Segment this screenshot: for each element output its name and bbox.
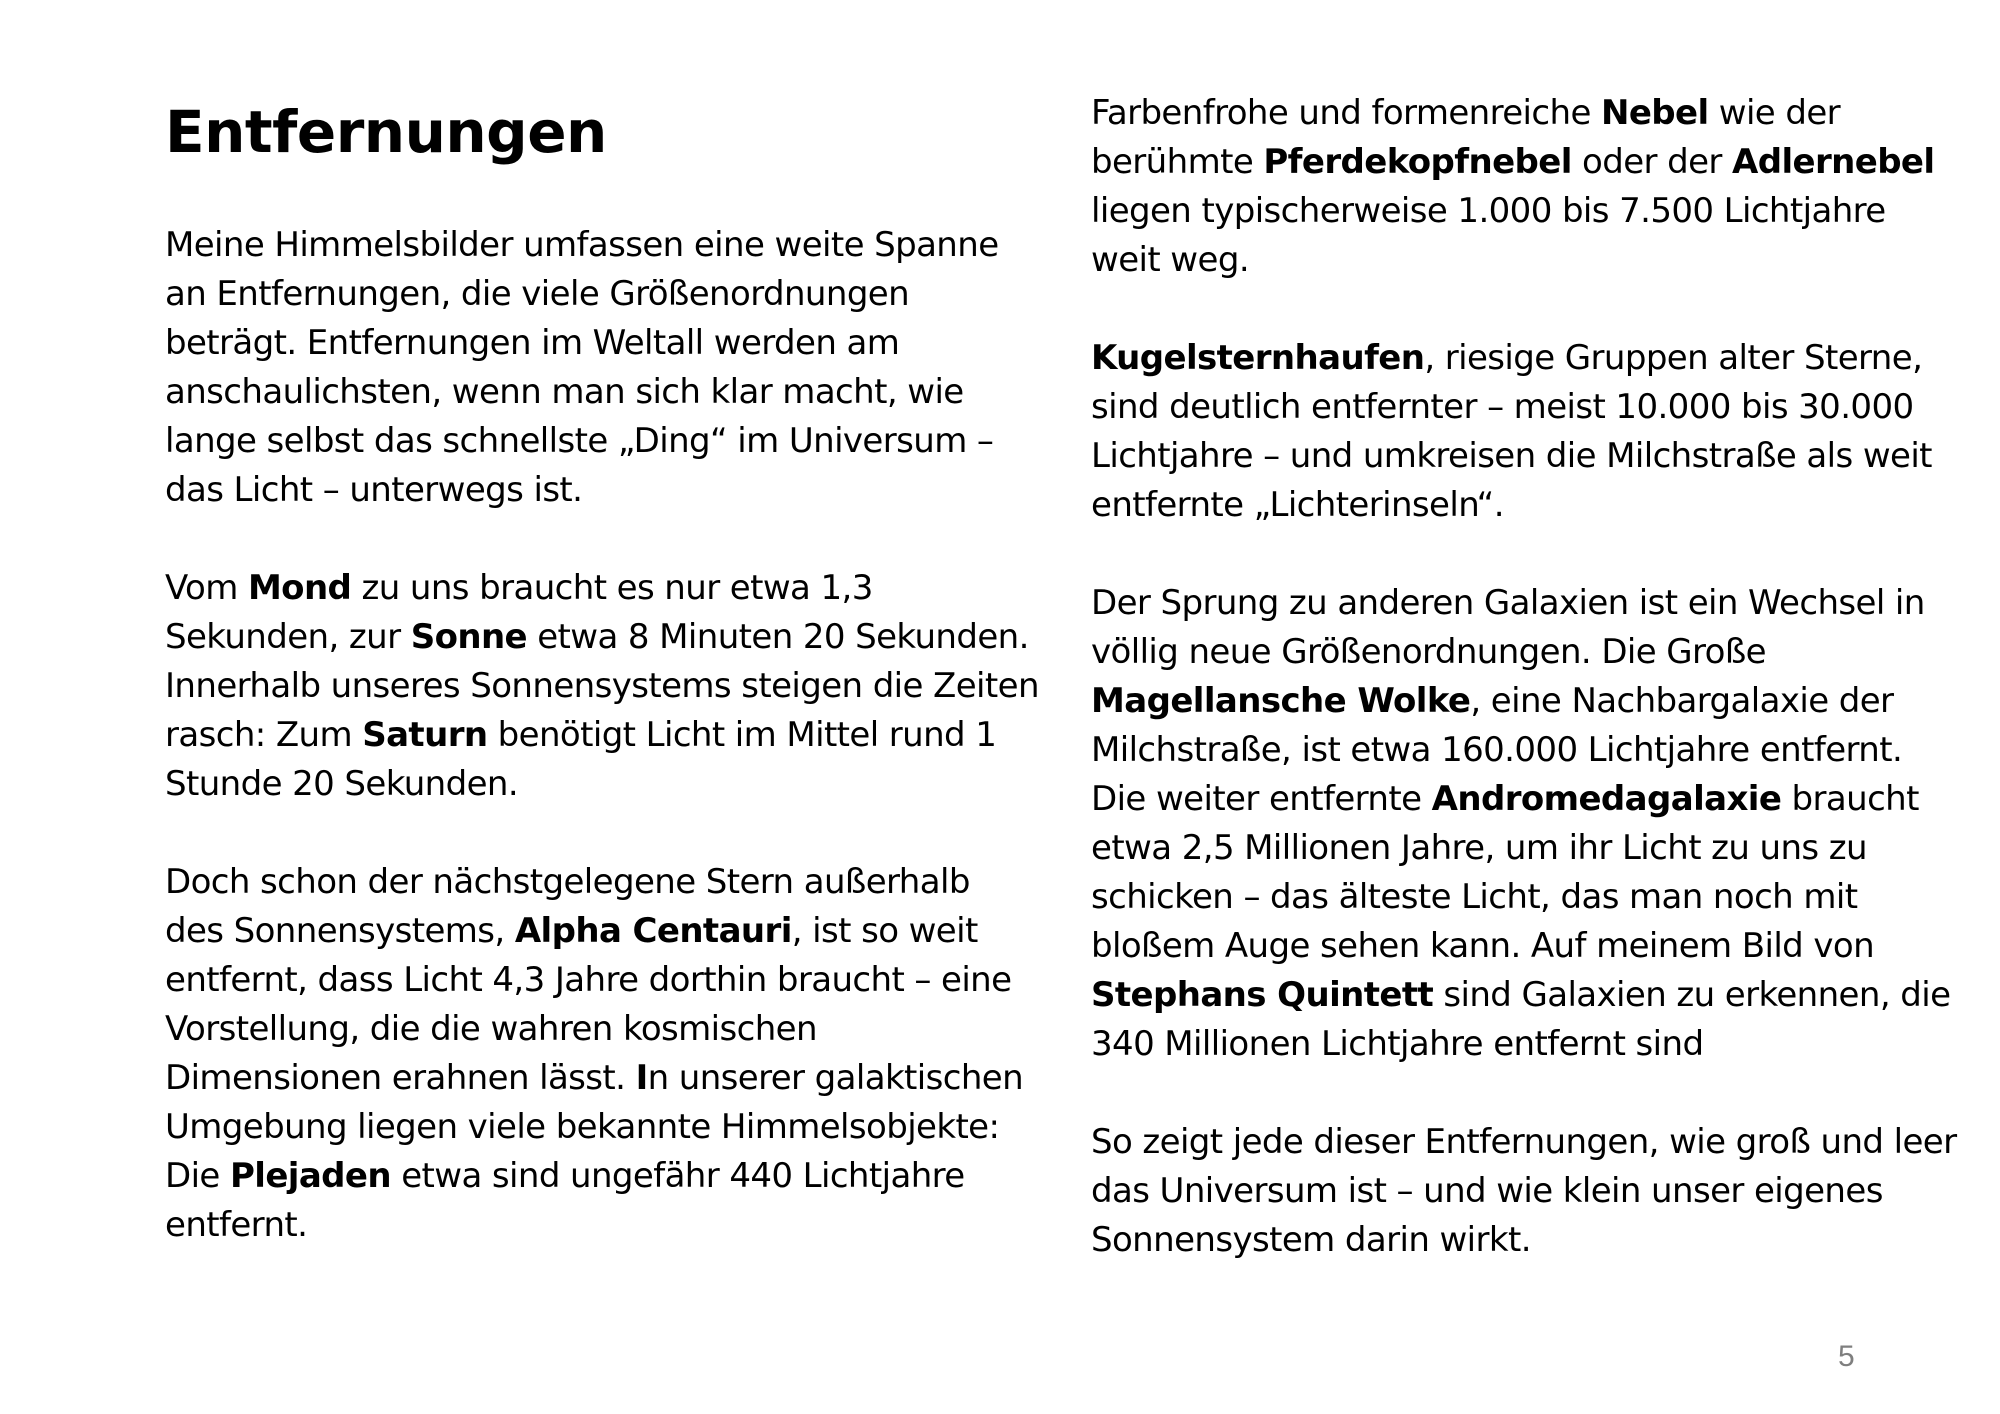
text-line: Meine Himmelsbilder umfassen eine weite Spanne xyxy=(165,225,999,265)
text-line: Sonnensystem darin wirkt. xyxy=(1091,1220,1531,1260)
paragraph-nearby-stars xyxy=(165,858,1065,1250)
bold-term: Kugelsternhaufen xyxy=(1091,338,1425,378)
text-line: Der Sprung zu anderen Galaxien ist ein Wechsel in xyxy=(1091,583,1925,623)
text-line: schicken – das älteste Licht, das man noch mit xyxy=(1091,877,1858,917)
paragraph-solar-system xyxy=(165,564,1065,809)
text-line: entfernte „Lichterinseln“. xyxy=(1091,485,1504,525)
text-line: rasch: Zum Saturn benötigt Licht im Mittel rund 1 xyxy=(165,715,997,755)
text-line: Sekunden, zur Sonne etwa 8 Minuten 20 Sekunden. xyxy=(165,617,1029,657)
text-line: liegen typischerweise 1.000 bis 7.500 Lichtjahre xyxy=(1091,191,1886,231)
page-number: 5 xyxy=(1838,1340,1855,1373)
text-line: anschaulichsten, wenn man sich klar macht, wie xyxy=(165,372,964,412)
bold-term: Sonne xyxy=(410,617,528,657)
text-line: Die Plejaden etwa sind ungefähr 440 Lichtjahre xyxy=(165,1156,965,1196)
paragraph-nebulae xyxy=(1091,89,1991,285)
bold-term: Nebel xyxy=(1600,93,1709,133)
text-line: des Sonnensystems, Alpha Centauri, ist so weit xyxy=(165,911,978,951)
paragraph-intro xyxy=(165,221,1065,515)
paragraph-galaxies xyxy=(1091,579,1991,1069)
bold-term: Magellansche Wolke xyxy=(1091,681,1471,721)
bold-term: Adlernebel xyxy=(1732,142,1935,182)
page-title: Entfernungen xyxy=(165,98,607,166)
text-line: beträgt. Entfernungen im Weltall werden am xyxy=(165,323,900,363)
text-line: Stunde 20 Sekunden. xyxy=(165,764,519,804)
text-line: Die weiter entfernte Andromedagalaxie braucht xyxy=(1091,779,1919,819)
text-line: Umgebung liegen viele bekannte Himmelsobjekte: xyxy=(165,1107,1000,1147)
text-line: das Universum ist – und wie klein unser eigenes xyxy=(1091,1171,1883,1211)
text-line: bloßem Auge sehen kann. Auf meinem Bild von xyxy=(1091,926,1875,966)
text-line: Milchstraße, ist etwa 160.000 Lichtjahre entfernt. xyxy=(1091,730,1903,770)
text-line: sind deutlich entfernter – meist 10.000 bis 30.000 xyxy=(1091,387,1914,427)
text-line: entfernt, dass Licht 4,3 Jahre dorthin braucht – eine xyxy=(165,960,1012,1000)
text-line: Magellansche Wolke, eine Nachbargalaxie der xyxy=(1091,681,1894,721)
text-line: etwa 2,5 Millionen Jahre, um ihr Licht zu uns zu xyxy=(1091,828,1867,868)
text-line: Stephans Quintett sind Galaxien zu erkennen, die xyxy=(1091,975,1951,1015)
text-line: entfernt. xyxy=(165,1205,308,1245)
text-line: 340 Millionen Lichtjahre entfernt sind xyxy=(1091,1024,1704,1064)
bold-term: Mond xyxy=(247,568,352,608)
text-line: Vorstellung, die die wahren kosmischen xyxy=(165,1009,817,1049)
text-line: Lichtjahre – und umkreisen die Milchstraße als weit xyxy=(1091,436,1932,476)
right-column xyxy=(1091,89,1991,1265)
text-line: Vom Mond zu uns braucht es nur etwa 1,3 xyxy=(165,568,873,608)
text-line: berühmte Pferdekopfnebel oder der Adlernebel xyxy=(1091,142,1935,182)
bold-term: Alpha Centauri xyxy=(514,911,792,951)
text-line: Doch schon der nächstgelegene Stern außerhalb xyxy=(165,862,970,902)
text-line: weit weg. xyxy=(1091,240,1250,280)
bold-term: Stephans Quintett xyxy=(1091,975,1434,1015)
text-line: lange selbst das schnellste „Ding“ im Universum – xyxy=(165,421,994,461)
text-line: Farbenfrohe und formenreiche Nebel wie der xyxy=(1091,93,1841,133)
text-line: Kugelsternhaufen, riesige Gruppen alter Sterne, xyxy=(1091,338,1923,378)
bold-term: Plejaden xyxy=(229,1156,391,1196)
text-line: völlig neue Größenordnungen. Die Große xyxy=(1091,632,1766,672)
bold-term: Andromedagalaxie xyxy=(1431,779,1782,819)
text-line: das Licht – unterwegs ist. xyxy=(165,470,583,510)
text-line: Dimensionen erahnen lässt. In unserer galaktischen xyxy=(165,1058,1024,1098)
bold-term: Pferdekopfnebel xyxy=(1263,142,1572,182)
paragraph-conclusion xyxy=(1091,1118,1991,1265)
text-line: So zeigt jede dieser Entfernungen, wie groß und leer xyxy=(1091,1122,1957,1162)
paragraph-globular-clusters xyxy=(1091,334,1991,530)
bold-term: Saturn xyxy=(362,715,488,755)
text-line: Innerhalb unseres Sonnensystems steigen die Zeiten xyxy=(165,666,1039,706)
left-column xyxy=(165,221,1065,1250)
text-line: an Entfernungen, die viele Größenordnungen xyxy=(165,274,910,314)
bold-term: I xyxy=(635,1058,648,1098)
